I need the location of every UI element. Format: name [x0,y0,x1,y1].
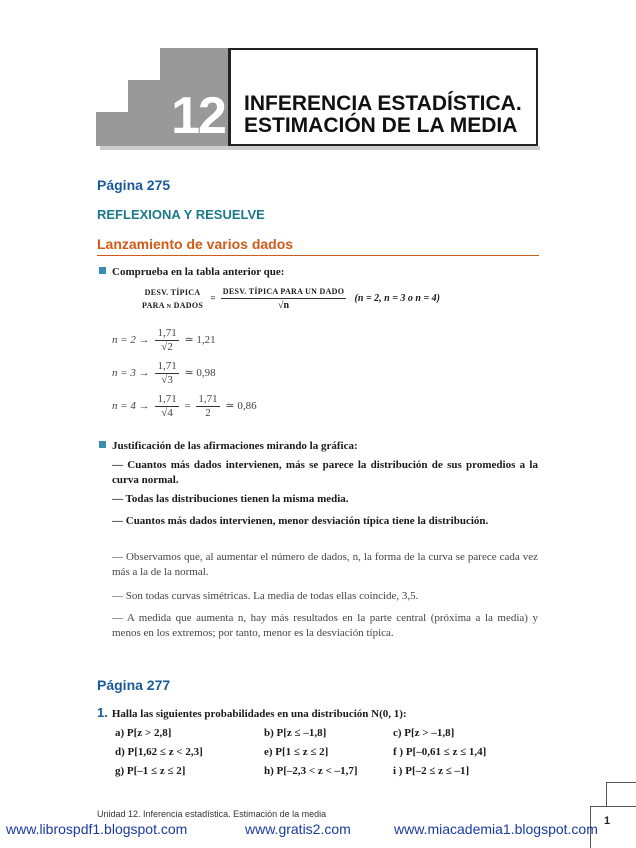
calc-fraction [155,360,178,387]
footer-link-librospdf[interactable]: www.librospdf1.blogspot.com [6,821,188,837]
probabilities-row [115,723,486,742]
probabilities-row [115,742,486,761]
chapter-title-line1: INFERENCIA ESTADÍSTICA. [244,92,522,115]
formula-lhs [140,286,205,312]
page-label-277: Página 277 [97,677,171,693]
formula-rhs [221,285,347,312]
calc-den: √4 [161,407,173,419]
probabilities-row [115,761,486,780]
probability-item: g) P[–1 ≤ z ≤ 2] [115,764,186,777]
section-title: REFLEXIONA Y RESUELVE [97,207,265,222]
calc-fraction [155,327,178,354]
claim-3: — Cuantos más dados intervienen, menor desviación típica tiene la distribución. [112,515,489,527]
probability-item: c) P[z > –1,8] [393,726,455,739]
calc-fraction [155,393,178,420]
exercise-1 [97,705,407,720]
probability-item: i ) P[–2 ≤ z ≤ –1] [393,764,470,777]
calc-result: ≃ 0,98 [184,367,216,380]
calc-num: 1,71 [157,327,177,339]
calc-equals: = [184,400,191,413]
calc-lead: n = 3 → [112,367,150,380]
justify-intro-text: Justificación de las afirmaciones mirando la gráfica: [112,440,358,452]
claim-2: — Todas las distribuciones tienen la misma media. [112,493,349,505]
calc-n4 [112,393,257,420]
chapter-number: 12 [171,87,225,145]
probability-item: a) P[z > 2,8] [115,726,172,739]
calc-den: √2 [161,341,173,353]
probability-item: e) P[1 ≤ z ≤ 2] [264,745,329,758]
probability-item: d) P[1,62 ≤ z < 2,3] [115,745,203,758]
footer-decoration [590,806,636,807]
footer-link-miacademia[interactable]: www.miacademia1.blogspot.com [394,821,598,837]
calc-num: 1,71 [157,393,177,405]
bullet-icon [99,267,106,274]
check-intro-text: Comprueba en la tabla anterior que: [112,266,285,278]
probability-item: h) P[–2,3 < z < –1,7] [264,764,358,777]
probability-item: b) P[z ≤ –1,8] [264,726,327,739]
probability-item: f ) P[–0,61 ≤ z ≤ 1,4] [393,745,487,758]
exercise-number: 1. [97,705,108,720]
bullet-icon [99,441,106,448]
answer-3: — A medida que aumenta n, hay más resultados en la parte central (próxima a la media) y menos en los extremos; por tanto, menor es la desviación típica. [112,612,538,639]
calc-n2 [112,327,216,354]
calc-result: ≃ 1,21 [184,334,216,347]
calc-num: 1,71 [157,360,177,372]
formula-rhs-bottom: √n [278,300,290,311]
exercise-text: Halla las siguientes probabilidades en una distribución N(0, 1): [111,708,407,720]
claim-1: — Cuantos más dados intervienen, más se parece la distribución de sus promedios a la curva normal. [112,459,538,486]
header-decoration [100,146,540,150]
formula-lhs-bottom: PARA n DADOS [142,300,204,310]
calc-n3 [112,360,216,387]
formula-rhs-top: DESV. TÍPICA PARA UN DADO [221,285,347,299]
calc-lead: n = 2 → [112,334,150,347]
footer-decoration [606,782,607,806]
header-decoration [160,48,231,82]
calc-fraction [196,393,219,420]
answer-2: — Son todas curvas simétricas. La media de todas ellas coincide, 3,5. [112,590,419,602]
topic-title: Lanzamiento de varios dados [97,236,294,252]
answer-1: — Observamos que, al aumentar el número de dados, n, la forma de la curva se parece cada vez más a la de la normal. [112,551,538,578]
footer-decoration [606,782,636,783]
calc-den: √3 [161,374,173,386]
calc-den: 2 [205,407,211,419]
formula-lhs-top: DESV. TÍPICA [144,287,201,297]
justify-intro [99,440,358,452]
page-label-275: Página 275 [97,177,171,193]
calc-lead: n = 4 → [112,400,150,413]
topic-underline [97,255,539,256]
calc-num: 1,71 [198,393,218,405]
check-intro [99,266,284,278]
formula [140,285,440,312]
page-number: 1 [604,815,611,827]
formula-condition: (n = 2, n = 3 o n = 4) [354,292,440,304]
calc-result: ≃ 0,86 [225,400,257,413]
probabilities-grid [115,723,486,780]
footer-unit-text: Unidad 12. Inferencia estadística. Estimación de la media [97,809,327,819]
footer-link-gratis2[interactable]: www.gratis2.com [245,821,351,837]
formula-equals: = [210,292,216,303]
chapter-title-line2: ESTIMACIÓN DE LA MEDIA [244,114,518,137]
